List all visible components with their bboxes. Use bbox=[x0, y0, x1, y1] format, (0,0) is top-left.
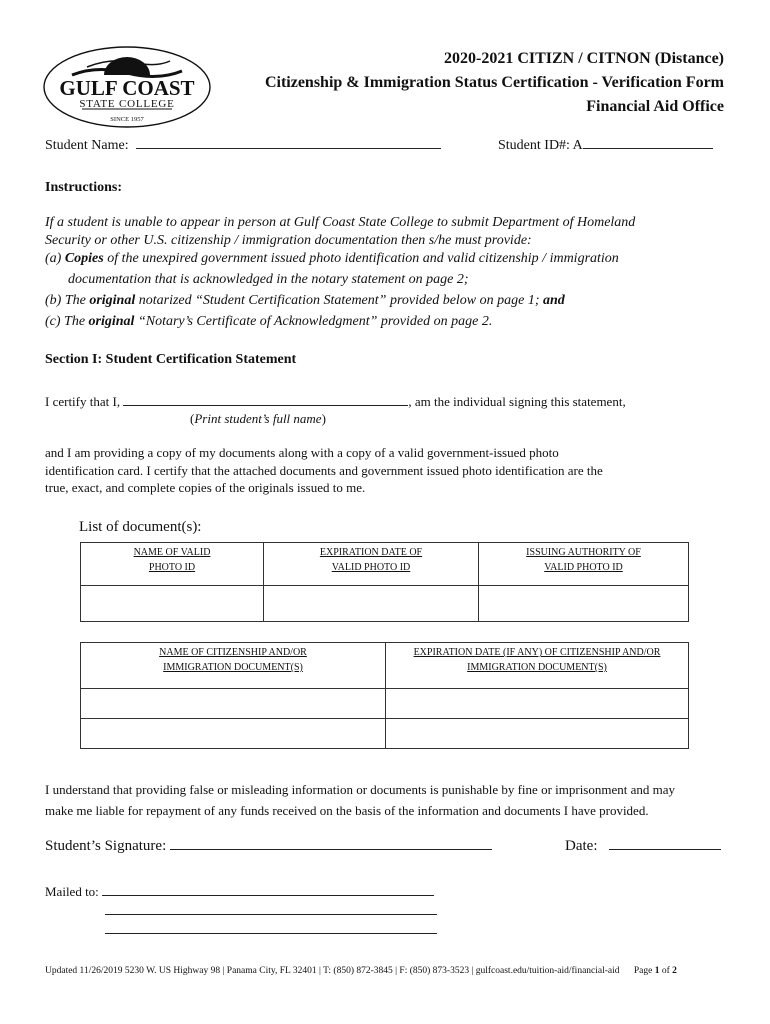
photo-id-table bbox=[80, 542, 689, 622]
instruction-b-rest: notarized “Student Certification Statement” provided below on page 1; bbox=[135, 293, 540, 308]
mailed-to-field-2[interactable] bbox=[105, 902, 437, 920]
certify-suffix: , am the individual signing this statement, bbox=[408, 394, 626, 409]
citizenship-doc-expiration-cell[interactable] bbox=[386, 689, 689, 719]
photo-id-expiration-header: EXPIRATION DATE OF VALID PHOTO ID bbox=[264, 543, 479, 586]
student-name-label: Student Name: bbox=[45, 138, 129, 153]
certify-name-field[interactable] bbox=[123, 405, 408, 406]
instruction-b bbox=[45, 292, 635, 310]
instruction-c-bold: original bbox=[88, 314, 135, 329]
date-field[interactable] bbox=[609, 849, 721, 850]
print-hint-open: ( bbox=[190, 411, 195, 426]
citizenship-doc-expiration-cell[interactable] bbox=[386, 719, 689, 749]
photo-id-table-header bbox=[81, 543, 689, 586]
college-logo bbox=[42, 45, 212, 129]
office-name: Financial Aid Office bbox=[586, 98, 724, 115]
photo-id-authority-cell[interactable] bbox=[479, 586, 689, 622]
instruction-a bbox=[45, 250, 635, 268]
citizenship-doc-table bbox=[80, 642, 689, 749]
student-name-field[interactable] bbox=[136, 148, 441, 149]
form-code-title: 2020-2021 CITIZN / CITNON (Distance) bbox=[444, 50, 724, 67]
photo-id-name-header: NAME OF VALID PHOTO ID bbox=[81, 543, 264, 586]
photo-id-name-cell[interactable] bbox=[81, 586, 264, 622]
mailed-to-field-1[interactable] bbox=[102, 895, 434, 896]
certify-row bbox=[45, 394, 626, 410]
date-label: Date: bbox=[565, 838, 598, 854]
instruction-c-rest: “Notary’s Certificate of Acknowledgment” provided on page 2. bbox=[134, 314, 493, 329]
citizenship-doc-table-header bbox=[81, 643, 689, 689]
student-id-label: Student ID#: A bbox=[498, 138, 583, 153]
cert-para-2: identification card. I certify that the attached documents and government issued photo identification are the bbox=[45, 462, 603, 478]
print-hint-text: Print student’s full name bbox=[194, 411, 322, 426]
instructions-body bbox=[45, 214, 635, 331]
instruction-a-bold: Copies bbox=[64, 251, 104, 266]
instruction-b-bold: original bbox=[89, 293, 136, 308]
certification-paragraph bbox=[45, 444, 603, 497]
logo-name-bottom: STATE COLLEGE bbox=[79, 98, 175, 110]
instructions-intro-2: Security or other U.S. citizenship / immigration documentation then s/he must provide: bbox=[45, 233, 532, 248]
signature-row bbox=[45, 838, 492, 855]
print-hint-close: ) bbox=[321, 411, 326, 426]
student-id-row bbox=[498, 138, 713, 154]
student-name-row bbox=[45, 138, 441, 154]
footer bbox=[45, 966, 677, 976]
instruction-c-prefix: (c) The bbox=[45, 314, 89, 329]
print-name-hint bbox=[190, 411, 326, 427]
citizenship-doc-name-cell[interactable] bbox=[81, 719, 386, 749]
cert-para-1: and I am providing a copy of my documents along with a copy of a valid government-issued photo bbox=[45, 445, 559, 460]
instruction-a-prefix: (a) bbox=[45, 251, 65, 266]
instruction-a-rest: of the unexpired government issued photo identification and valid citizenship / immigration bbox=[103, 251, 619, 266]
student-id-field[interactable] bbox=[583, 148, 713, 149]
photo-id-authority-header: ISSUING AUTHORITY OF VALID PHOTO ID bbox=[479, 543, 689, 586]
signature-field[interactable] bbox=[170, 849, 492, 850]
penalty-line-2: make me liable for repayment of any funds received on the basis of the information and documents I have provided. bbox=[45, 803, 649, 818]
document-list-label: List of document(s): bbox=[79, 519, 202, 535]
cert-para-3: true, exact, and complete copies of the originals issued to me. bbox=[45, 480, 366, 495]
citizenship-doc-name-cell[interactable] bbox=[81, 689, 386, 719]
section-1-heading: Section I: Student Certification Statement bbox=[45, 352, 297, 367]
certify-prefix: I certify that I, bbox=[45, 394, 121, 409]
instructions-intro-1: If a student is unable to appear in person at Gulf Coast State College to submit Department of Homeland bbox=[45, 215, 636, 230]
penalty-statement bbox=[45, 779, 675, 821]
logo-since: SINCE 1957 bbox=[110, 116, 144, 123]
instructions-heading: Instructions: bbox=[45, 180, 123, 195]
citizenship-doc-name-header: NAME OF CITIZENSHIP AND/OR IMMIGRATION DOCUMENT(S) bbox=[81, 643, 386, 689]
mailed-to-label: Mailed to: bbox=[45, 884, 99, 899]
logo-emblem bbox=[42, 45, 212, 129]
mailed-to-field-3[interactable] bbox=[105, 921, 437, 939]
date-row bbox=[565, 838, 721, 855]
citizenship-doc-row bbox=[81, 719, 689, 749]
citizenship-doc-expiration-header: EXPIRATION DATE (IF ANY) OF CITIZENSHIP AND/OR IMMIGRATION DOCUMENT(S) bbox=[386, 643, 689, 689]
page-indicator: Page 1 of 2 bbox=[633, 966, 677, 976]
signature-label: Student’s Signature: bbox=[45, 838, 167, 854]
mailed-to-row bbox=[45, 884, 434, 900]
logo-name-top: GULF COAST bbox=[59, 76, 195, 100]
instruction-b-and: and bbox=[543, 293, 565, 308]
form-title: Citizenship & Immigration Status Certification - Verification Form bbox=[264, 74, 724, 91]
footer-contact: Updated 11/26/2019 5230 W. US Highway 98 | Panama City, FL 32401 | T: (850) 872-3845 | F: (850) 873-3523 | gulfcoast.edu/tuition-aid/financial-aid bbox=[45, 966, 620, 976]
instruction-a-line2: documentation that is acknowledged in the notary statement on page 2; bbox=[68, 272, 469, 287]
photo-id-expiration-cell[interactable] bbox=[264, 586, 479, 622]
instruction-c bbox=[45, 313, 635, 331]
citizenship-doc-row bbox=[81, 689, 689, 719]
instruction-b-prefix: (b) The bbox=[45, 293, 90, 308]
penalty-line-1: I understand that providing false or misleading information or documents is punishable by fine or imprisonment and may bbox=[45, 782, 676, 797]
photo-id-table-row bbox=[81, 586, 689, 622]
